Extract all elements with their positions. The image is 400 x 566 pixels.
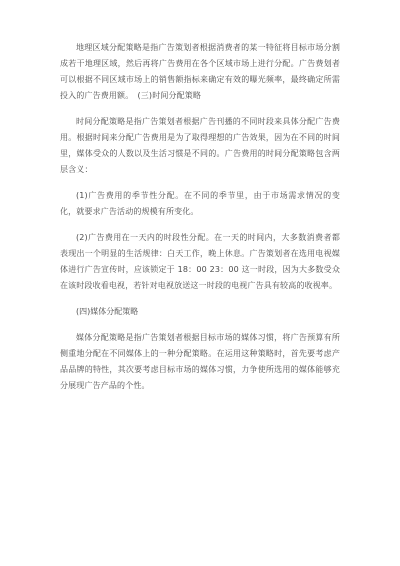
paragraph-seasonal: (1)广告费用的季节性分配。在不同的季节里，由于市场需求情况的变化，就要求广告活动的规模有所变化。	[60, 191, 340, 216]
paragraph-media-strategy: 媒体分配策略是指广告策划者根据目标市场的媒体习惯，将广告预算有所侧重地分配在不同媒体上的一种分配策略。在运用这种策略时，首先要考虑产品品牌的特性，其次要考虑目标市场的媒体习惯，力争使所选用的媒体能够充分展现广告产品的个性。	[60, 333, 340, 390]
section-heading-media: (四)媒体分配策略	[76, 307, 139, 316]
paragraph-daily-timeslot: (2)广告费用在一天内的时段性分配。在一天的时间内，大多数消费者都表现出一个明显的生活规律：白天工作，晚上休息。广告策划者在选用电视媒体进行广告宣传时，应该锁定于 18：00 23：00 这一时段，因为大多数受众在该时段收看电视，若针对电视放送这一时段的电视广告具有较高的收视率。	[60, 233, 340, 290]
paragraph-geographic-strategy: 地理区域分配策略是指广告策划者根据消费者的某一特征将目标市场分割成若干地理区域，然后再将广告费用在各个区域市场上进行分配。广告费划者可以根据不同区域市场上的销售额指标来确定有效的曝光频率，最终确定所需投入的广告费用额。 (三)时间分配策略	[60, 43, 340, 100]
paragraph-time-strategy: 时间分配策略是指广告策划者根据广告刊播的不同时段来具体分配广告费用。根据时间来分配广告费用是为了取得理想的广告效果，因为在不同的时间里，媒体受众的人数以及生活习惯是不同的。广告费用的时间分配策略包含两层含义：	[60, 117, 340, 174]
